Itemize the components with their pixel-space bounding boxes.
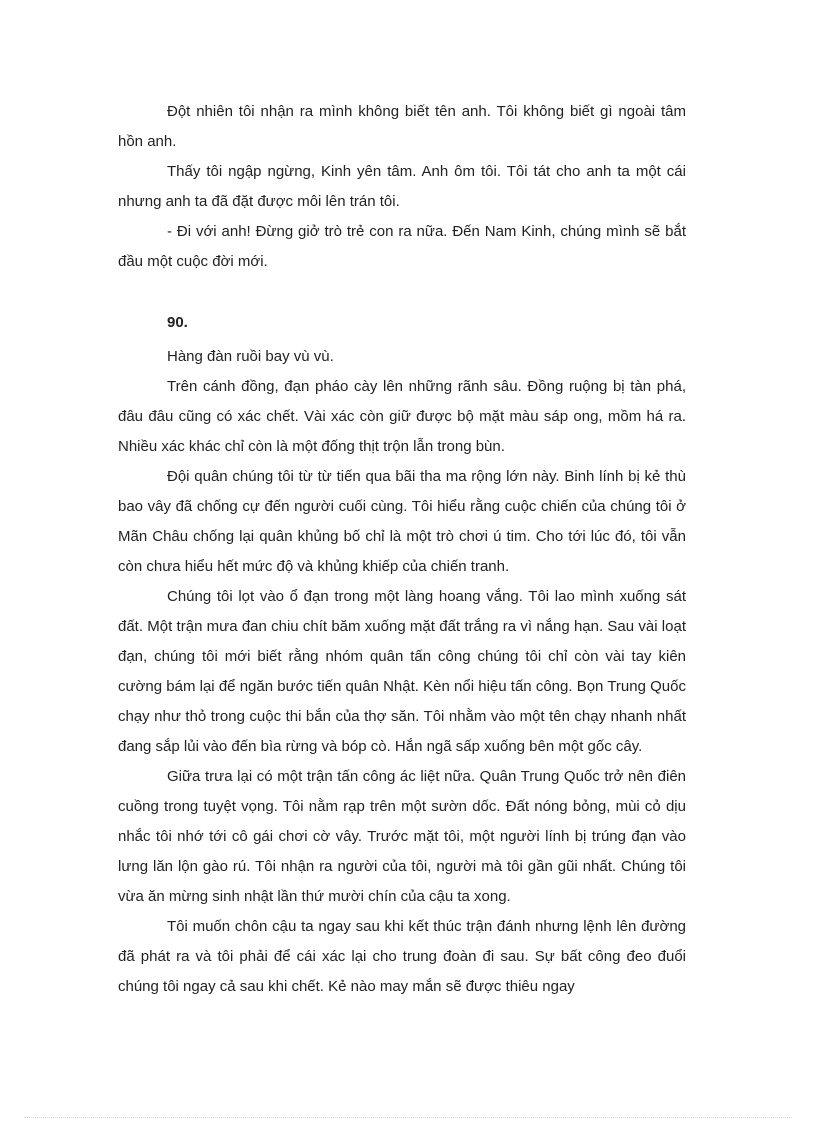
paragraph: Trên cánh đồng, đạn pháo cày lên những rãnh sâu. Đồng ruộng bị tàn phá, đâu đâu cũng có xác chết. Vài xác còn giữ được bộ mặt màu sáp ong, mồm há ra. Nhiều xác khác chỉ còn là một đống thịt trộn lẫn trong bùn. bbox=[118, 378, 686, 455]
paragraph: Giữa trưa lại có một trận tấn công ác liệt nữa. Quân Trung Quốc trở nên điên cuồng trong tuyệt vọng. Tôi nằm rạp trên một sườn dốc. Đất nóng bỏng, mùi cỏ dịu nhắc tôi nhớ tới cô gái chơi cờ vây. Trước mặt tôi, một người lính bị trúng đạn vào lưng lăn lộn gào rú. Tôi nhận ra người của tôi, người mà tôi gần gũi nhất. Chúng tôi vừa ăn mừng sinh nhật lần thứ mười chín của cậu ta xong. bbox=[118, 768, 686, 905]
page-bottom-divider bbox=[24, 1117, 792, 1118]
paragraph: Thấy tôi ngập ngừng, Kinh yên tâm. Anh ôm tôi. Tôi tát cho anh ta một cái nhưng anh ta đã đặt được môi lên trán tôi. bbox=[118, 163, 686, 210]
chapter-number: 90. bbox=[167, 314, 188, 331]
paragraph: Chúng tôi lọt vào ổ đạn trong một làng hoang vắng. Tôi lao mình xuống sát đất. Một trận mưa đan chiu chít băm xuống mặt đất trắng ra vì nắng hạn. Sau vài loạt đạn, chúng tôi mới biết rằng nhóm quân tấn công chúng tôi chỉ còn vài tay kiên cường bám lại để ngăn bước tiến quân Nhật. Kèn nổi hiệu tấn công. Bọn Trung Quốc chạy như thỏ trong cuộc thi bắn của thợ săn. Tôi nhằm vào một tên chạy nhanh nhất đang sắp lủi vào đến bìa rừng và bóp cò. Hắn ngã sấp xuống bên một gốc cây. bbox=[118, 588, 686, 755]
paragraph: Hàng đàn ruồi bay vù vù. bbox=[167, 348, 334, 365]
document-page bbox=[118, 97, 686, 1002]
dialogue-paragraph: - Đi với anh! Đừng giở trò trẻ con ra nữa. Đến Nam Kinh, chúng mình sẽ bắt đầu một cuộc đời mới. bbox=[118, 223, 686, 270]
paragraph: Tôi muốn chôn cậu ta ngay sau khi kết thúc trận đánh nhưng lệnh lên đường đã phát ra và tôi phải để cái xác lại cho trung đoàn đi sau. Sự bất công đeo đuổi chúng tôi ngay cả sau khi chết. Kẻ nào may mắn sẽ được thiêu ngay bbox=[118, 918, 686, 995]
chapter-body bbox=[118, 342, 686, 1002]
paragraph: Đội quân chúng tôi từ từ tiến qua bãi tha ma rộng lớn này. Binh lính bị kẻ thù bao vây đã chống cự đến người cuối cùng. Tôi hiểu rằng cuộc chiến của chúng tôi ở Mãn Châu chống lại quân khủng bố chỉ là một trò chơi ú tim. Cho tới lúc đó, tôi vẫn còn chưa hiểu hết mức độ và khủng khiếp của chiến tranh. bbox=[118, 468, 686, 575]
opening-section bbox=[118, 97, 686, 277]
paragraph: Đột nhiên tôi nhận ra mình không biết tên anh. Tôi không biết gì ngoài tâm hồn anh. bbox=[118, 103, 686, 150]
